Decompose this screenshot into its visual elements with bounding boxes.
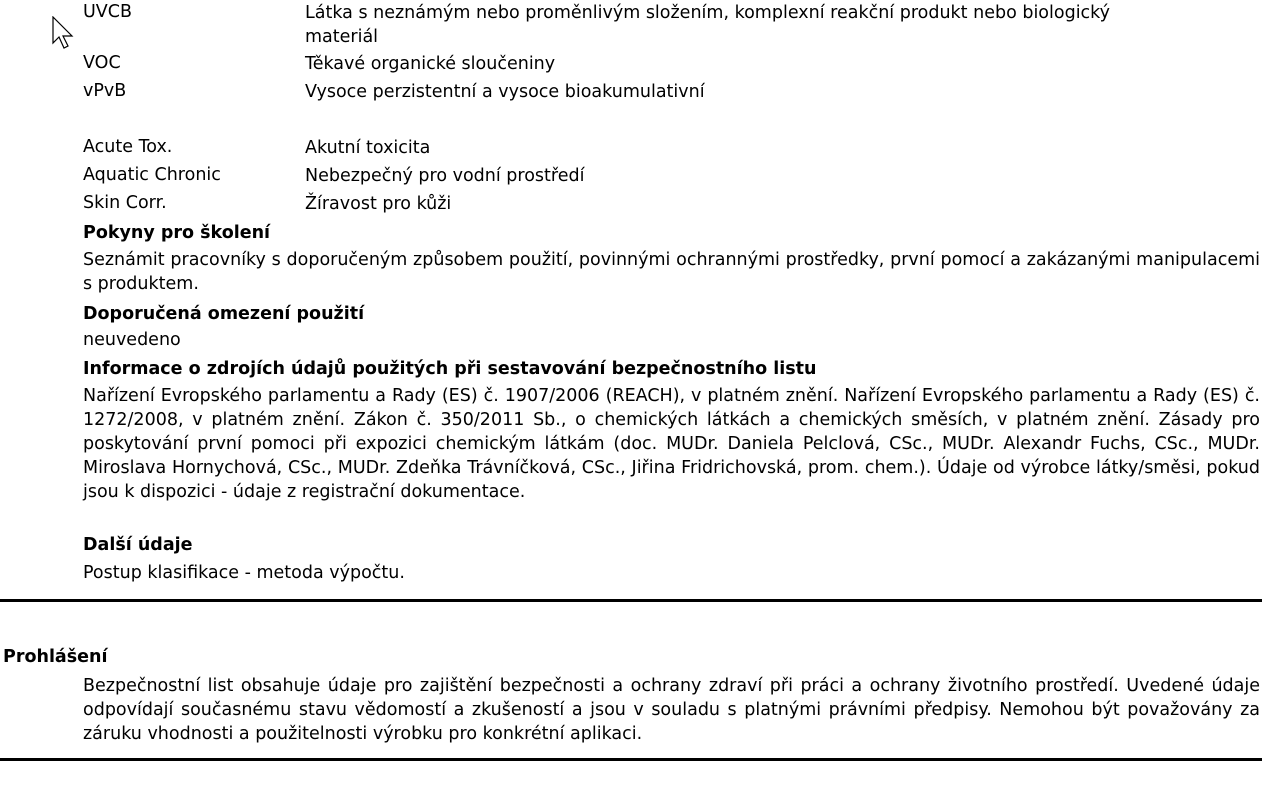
hazard-term: Acute Tox. xyxy=(83,137,173,157)
hazard-definition: Nebezpečný pro vodní prostředí xyxy=(305,166,585,186)
divider xyxy=(0,758,1262,761)
hazard-definition: Akutní toxicita xyxy=(305,138,431,158)
section-text-other: Postup klasifikace - metoda výpočtu. xyxy=(83,563,405,583)
divider xyxy=(0,599,1262,602)
abbr-definition-uvcb: Látka s neznámým nebo proměnlivým složením, komplexní reakční produkt nebo biologický materiál xyxy=(305,3,1111,47)
hazard-term: Aquatic Chronic xyxy=(83,165,221,185)
hazard-term: Skin Corr. xyxy=(83,193,167,213)
mouse-cursor-icon xyxy=(52,16,76,52)
abbr-definition-vpvb: Vysoce perzistentní a vysoce bioakumulativní xyxy=(305,82,705,102)
declaration-heading: Prohlášení xyxy=(3,647,108,667)
abbr-definition-voc: Těkavé organické sloučeniny xyxy=(305,54,556,74)
abbr-term-vpvb: vPvB xyxy=(83,81,127,101)
abbr-term-voc: VOC xyxy=(83,53,121,73)
section-text-sources: Nařízení Evropského parlamentu a Rady (ES) č. 1907/2006 (REACH), v platném znění. Nařízení Evropského parlamentu a Rady (ES) č. 1272/2008, v platném znění. Zákon č. 350/2011 Sb., o chemických látkách a chemických směsích, v platném znění. Zásady pro poskytování první pomoci při expozici chemickým látkám (doc. MUDr. Daniela Pelclová, CSc., MUDr. Alexandr Fuchs, CSc., MUDr. Miroslava Hornychová, CSc., MUDr. Zdeňka Trávníčková, CSc., Jiřina Fridrichovská, prom. chem.). Údaje od výrobce látky/směsi, pokud jsou k dispozici - údaje z registrační dokumentace. xyxy=(83,386,1260,502)
hazard-definition: Žíravost pro kůži xyxy=(305,194,452,214)
section-heading-sources: Informace o zdrojích údajů použitých při sestavování bezpečnostního listu xyxy=(83,359,817,379)
section-heading-restrictions: Doporučená omezení použití xyxy=(83,304,365,324)
abbr-term-uvcb: UVCB xyxy=(83,2,133,22)
section-text-training: Seznámit pracovníky s doporučeným způsobem použití, povinnými ochrannými prostředky, první pomocí a zakázanými manipulacemi s produktem. xyxy=(83,250,1260,294)
declaration-text: Bezpečnostní list obsahuje údaje pro zajištění bezpečnosti a ochrany zdraví při práci a ochrany životního prostředí. Uvedené údaje odpovídají současnému stavu vědomostí a zkušeností a jsou v souladu s platnými právními předpisy. Nemohou být považovány za záruku vhodnosti a použitelnosti výrobku pro konkrétní aplikaci. xyxy=(83,676,1260,744)
section-heading-training: Pokyny pro školení xyxy=(83,223,271,243)
section-heading-other: Další údaje xyxy=(83,535,193,555)
section-text-restrictions: neuvedeno xyxy=(83,330,181,350)
